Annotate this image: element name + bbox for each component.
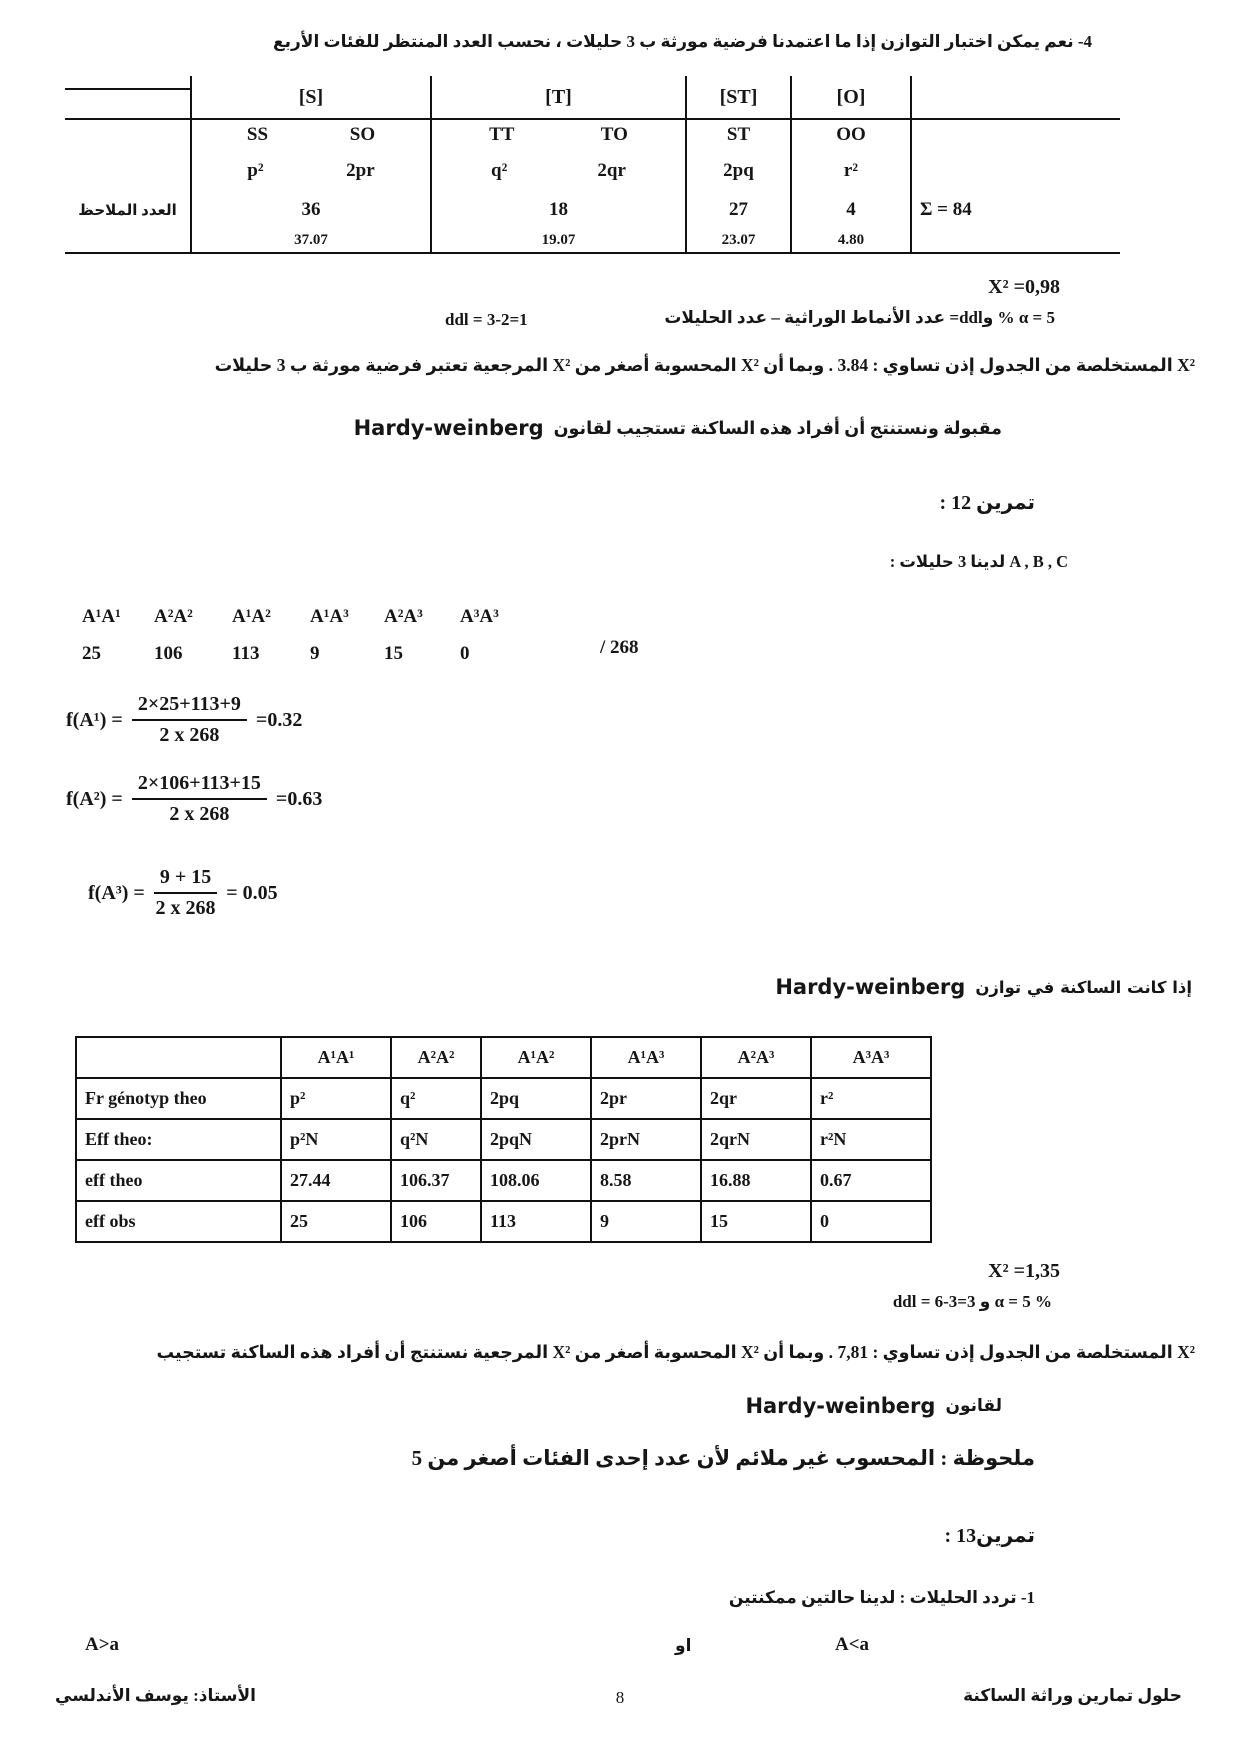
t1-freq-cell	[430, 150, 685, 192]
t2-cell: 2pr	[591, 1078, 701, 1119]
t2-cell: 27.44	[281, 1160, 391, 1201]
t2-col-header: A²A³	[701, 1037, 811, 1078]
total-count: / 268	[600, 637, 639, 658]
ddl-1-formula: ddl = 3-2=1	[445, 310, 528, 329]
allele-freq-2	[66, 772, 322, 826]
t1-empty-cell	[910, 228, 1120, 252]
t1-expected-value: 37.07	[190, 228, 430, 252]
or-word: او	[675, 1636, 692, 1655]
fraction	[132, 772, 267, 826]
t1-freq-cell: r²	[790, 150, 910, 192]
count-genotype: A¹A³	[310, 605, 349, 627]
freq-result: = 0.05	[226, 881, 278, 904]
genotype-label: TT	[489, 124, 515, 145]
count-genotype: A¹A²	[232, 605, 271, 627]
genotype-label: SS	[246, 124, 269, 145]
t1-freq-cell	[190, 150, 430, 192]
t2-cell: 113	[481, 1201, 591, 1242]
fraction-numerator: 9 + 15	[154, 866, 217, 894]
t1-corner-cell	[65, 76, 190, 120]
t2-cell: 2pqN	[481, 1119, 591, 1160]
t1-row-label: العدد الملاحظ	[78, 202, 177, 219]
t1-empty-cell	[910, 120, 1120, 150]
t2-cell: 0	[811, 1201, 931, 1242]
t1-observed-value: 36	[190, 192, 430, 228]
conclusion-2-arabic: لقانون	[945, 1396, 1002, 1416]
allele-freq-1	[66, 693, 302, 747]
t2-cell: 15	[701, 1201, 811, 1242]
t2-row-label: Fr génotyp theo	[76, 1078, 281, 1119]
count-genotype: A²A²	[154, 605, 193, 627]
t2-col-header: A¹A¹	[281, 1037, 391, 1078]
dominance-case-right: A<a	[835, 1634, 870, 1655]
exercise-12-title: تمرين 12 :	[939, 492, 1035, 514]
t2-cell: 2prN	[591, 1119, 701, 1160]
hw-line-arabic: إذا كانت الساكنة في توازن	[975, 977, 1192, 997]
t1-genotype-cell: OO	[790, 120, 910, 150]
count-value: 113	[232, 642, 260, 664]
freq-lhs: f(A¹) =	[66, 708, 123, 731]
t2-cell: 2qrN	[701, 1119, 811, 1160]
count-value: 0	[460, 642, 470, 664]
dominance-case-left: A>a	[85, 1634, 120, 1655]
freq-label: p²	[247, 160, 264, 181]
count-value: 106	[154, 642, 183, 664]
t2-row	[76, 1201, 931, 1242]
chi-square-1-value: X² =0,98	[988, 276, 1060, 298]
footer-author: الأستاذ: يوسف الأندلسي	[55, 1686, 256, 1705]
conclusion-2-line1: X² المستخلصة من الجدول إذن تساوي : 7,81 . وبما أن X² المحسوبة أصغر من X² المرجعية نستنتج أن أفراد هذه الساكنة تستجيب	[156, 1342, 1195, 1362]
fraction	[132, 693, 247, 747]
count-value: 15	[384, 642, 403, 664]
hardy-weinberg-label: Hardy-weinberg	[353, 416, 544, 440]
table1-top-rule	[65, 88, 190, 90]
t2-cell: 2qr	[701, 1078, 811, 1119]
conclusion-1-line1: X² المستخلصة من الجدول إذن تساوي : 3.84 . وبما أن X² المحسوبة أصغر من X² المرجعية تعتبر فرضية مورثة ب 3 حليلات	[214, 355, 1195, 375]
genotype-counts-grid	[82, 598, 532, 672]
t2-col-header: A²A²	[391, 1037, 481, 1078]
fraction-denominator: 2 x 268	[169, 803, 230, 825]
freq-label: 2pr	[346, 160, 375, 181]
t1-group-header: [O]	[790, 76, 910, 120]
conclusion-1-line2	[354, 416, 1002, 440]
fraction-numerator: 2×25+113+9	[132, 693, 247, 721]
hardy-weinberg-label: Hardy-weinberg	[745, 1394, 936, 1418]
ddl-2-formula: ddl = 6-3=3 و α = 5 %	[892, 1292, 1052, 1311]
genotype-label: SO	[349, 124, 376, 145]
t1-observed-value: 4	[790, 192, 910, 228]
t2-cell: q²N	[391, 1119, 481, 1160]
freq-lhs: f(A³) =	[88, 881, 145, 904]
fraction-denominator: 2 x 268	[155, 897, 216, 919]
theoretical-table	[75, 1036, 932, 1243]
t2-cell: 25	[281, 1201, 391, 1242]
allele-freq-3	[88, 866, 278, 920]
count-genotype: A²A³	[384, 605, 423, 627]
t1-empty-cell	[65, 120, 190, 150]
observed-counts-table	[65, 76, 1120, 254]
t1-empty-cell	[65, 150, 190, 192]
exercise-13-item1: 1- تردد الحليلات : لدينا حالتين ممكنتين	[728, 1588, 1035, 1607]
freq-lhs: f(A²) =	[66, 787, 123, 810]
t2-header-row	[76, 1037, 931, 1078]
t2-cell: 9	[591, 1201, 701, 1242]
t2-cell: 106.37	[391, 1160, 481, 1201]
t2-col-header: A¹A²	[481, 1037, 591, 1078]
count-value: 9	[310, 642, 320, 664]
t1-group-header: [ST]	[685, 76, 790, 120]
conclusion-1-arabic: مقبولة ونستنتج أن أفراد هذه الساكنة تستجيب لقانون	[553, 417, 1002, 438]
chi-square-2-value: X² =1,35	[988, 1260, 1060, 1282]
t2-row	[76, 1160, 931, 1201]
exercise-13-title: تمرين13 :	[944, 1525, 1035, 1547]
t2-cell: 2pq	[481, 1078, 591, 1119]
t2-cell: 8.58	[591, 1160, 701, 1201]
conclusion-2-line2	[745, 1394, 1002, 1418]
freq-label: 2qr	[597, 160, 626, 181]
hw-equilibrium-line	[775, 975, 1192, 999]
ddl-1-alpha-note: α = 5 % وddl= عدد الأنماط الوراثية – عدد الحليلات	[664, 308, 1055, 327]
t2-cell: 16.88	[701, 1160, 811, 1201]
t1-genotype-cell	[430, 120, 685, 150]
t2-row	[76, 1078, 931, 1119]
t2-cell: p²N	[281, 1119, 391, 1160]
t1-group-header-empty	[910, 76, 1120, 120]
t1-expected-value: 23.07	[685, 228, 790, 252]
t2-corner-cell	[76, 1037, 281, 1078]
freq-result: =0.32	[255, 708, 303, 731]
note-line: ملحوظة : المحسوب غير ملائم لأن عدد إحدى الفئات أصغر من 5	[411, 1446, 1035, 1470]
t2-cell: r²N	[811, 1119, 931, 1160]
t1-expected-value: 4.80	[790, 228, 910, 252]
t1-sum-cell: Σ = 84	[910, 192, 1120, 228]
footer-doc-title: حلول تمارين وراثة الساكنة	[963, 1686, 1182, 1705]
t2-col-header: A¹A³	[591, 1037, 701, 1078]
t2-row	[76, 1119, 931, 1160]
count-genotype: A³A³	[460, 605, 499, 627]
t1-genotype-cell	[190, 120, 430, 150]
t1-empty-cell	[65, 228, 190, 252]
t2-cell: 0.67	[811, 1160, 931, 1201]
t1-observed-value: 27	[685, 192, 790, 228]
freq-result: =0.63	[275, 787, 323, 810]
genotype-label: TO	[600, 124, 628, 145]
count-genotype: A¹A¹	[82, 605, 121, 627]
t2-row-label: eff theo	[76, 1160, 281, 1201]
t2-cell: 106	[391, 1201, 481, 1242]
t2-cell: p²	[281, 1078, 391, 1119]
count-value: 25	[82, 642, 101, 664]
t2-cell: r²	[811, 1078, 931, 1119]
t2-row-label: eff obs	[76, 1201, 281, 1242]
fraction-denominator: 2 x 268	[159, 724, 220, 746]
t2-row-label: Eff theo:	[76, 1119, 281, 1160]
hardy-weinberg-label: Hardy-weinberg	[775, 975, 966, 999]
t1-empty-cell	[910, 150, 1120, 192]
fraction-numerator: 2×106+113+15	[132, 772, 267, 800]
exercise-12-intro: A , B , C لدينا 3 حليلات :	[889, 552, 1068, 571]
fraction	[154, 866, 217, 920]
t1-genotype-cell: ST	[685, 120, 790, 150]
footer-page-number: 8	[615, 1688, 625, 1707]
t1-freq-cell: 2pq	[685, 150, 790, 192]
t1-group-header: [T]	[430, 76, 685, 120]
section-heading: 4- نعم يمكن اختبار التوازن إذا ما اعتمدنا فرضية مورثة ب 3 حليلات ، نحسب العدد المنتظر للفئات الأربع	[273, 32, 1092, 51]
t1-group-header: [S]	[190, 76, 430, 120]
t1-observed-value: 18	[430, 192, 685, 228]
t1-expected-value: 19.07	[430, 228, 685, 252]
t2-col-header: A³A³	[811, 1037, 931, 1078]
freq-label: q²	[491, 160, 508, 181]
t2-cell: q²	[391, 1078, 481, 1119]
t2-cell: 108.06	[481, 1160, 591, 1201]
